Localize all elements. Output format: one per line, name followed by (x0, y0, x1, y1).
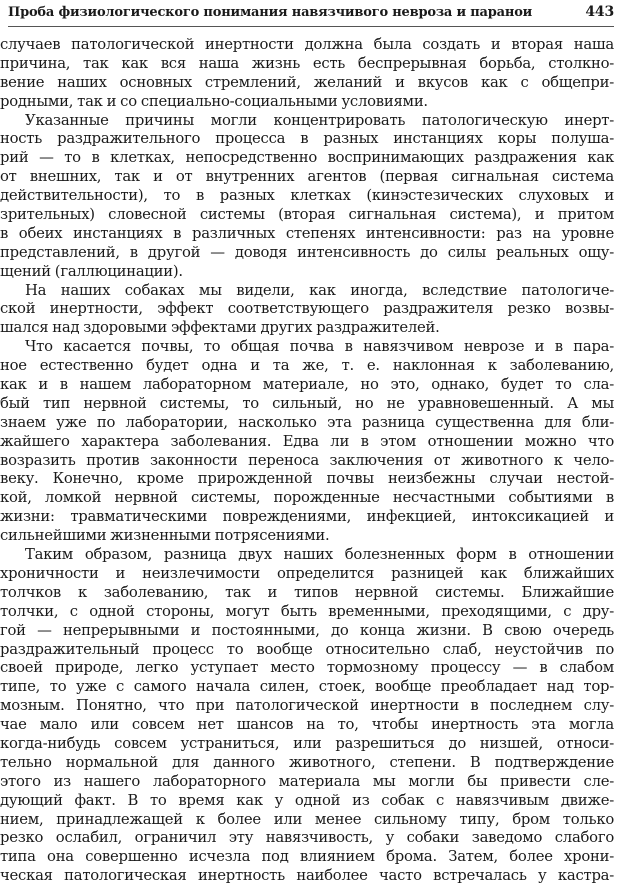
text-line: ской инертности, эффект соответствующего раздражителя резко возвы- (0, 300, 614, 318)
text-line: На наших собаках мы видели, как иногда, вследствие патологиче- (25, 281, 614, 299)
text-line: резко ослабил, ограничил эту навязчивость, у собаки заведомо слабого (0, 829, 614, 847)
text-line: Что касается почвы, то общая почва в навязчивом неврозе и в пара- (25, 338, 614, 356)
paragraph (0, 546, 614, 886)
text-line: ное естественно будет одна и та же, т. е. наклонная к заболеванию, (0, 357, 614, 375)
text-line: шался над здоровыми эффектами других раздражителей. (0, 319, 440, 337)
text-line: своей природе, легко уступает место тормозному процессу — в слабом (0, 659, 614, 677)
text-line: толчки, с одной стороны, могут быть временными, преходящими, с дру- (0, 602, 614, 620)
text-line: Таким образом, разница двух наших болезненных форм в отношении (25, 546, 614, 564)
text-line: типе, то уже с самого начала силен, стоек, вообще преобладает над тор- (0, 678, 614, 696)
text-line: бый тип нервной системы, то сильный, но не уравновешенный. А мы (0, 394, 614, 412)
text-line: гой — непрерывными и постоянными, до конца жизни. В свою очередь (0, 621, 614, 639)
text-line: вение наших основных стремлений, желаний и вкусов как с общепри- (0, 73, 614, 91)
text-line: действительности), то в разных клетках (кинэстезических слуховых и (0, 187, 614, 205)
text-line: нием, принадлежащей к более или менее сильному типу, бром только (0, 810, 614, 828)
text-line: Указанные причины могли концентрировать патологическую инерт- (25, 111, 614, 129)
paragraph (0, 338, 614, 546)
text-line: дующий факт. В то время как у одной из собак с навязчивым движе- (0, 791, 614, 809)
text-line: раздражительный процесс то вообще относительно слаб, неустойчив по (0, 640, 614, 658)
text-line: мозным. Понятно, что при патологической инертности в последнем слу- (0, 697, 614, 715)
text-line: жизни: травматическими повреждениями, инфекцией, интоксикацией и (0, 508, 614, 526)
paragraph (0, 282, 614, 339)
text-line: причина, так как вся наша жизнь есть беспрерывная борьба, столкно- (0, 54, 614, 72)
running-header (8, 4, 614, 27)
page-number: 443 (585, 4, 614, 20)
text-line: от внешних, так и от внутренних агентов (первая сигнальная система (0, 168, 614, 186)
text-line: представлений, в другой — доводя интенсивность до силы реальных ощу- (0, 243, 614, 261)
running-title: Проба физиологического понимания навязчивого невроза и паранои (8, 5, 533, 20)
text-line: толчков к заболеванию, так и типов нервной системы. Ближайшие (0, 583, 614, 601)
text-line: зрительных) словесной системы (вторая сигнальная система), и притом (0, 206, 614, 224)
text-line: знаем уже по лаборатории, насколько эта разница существенна для бли- (0, 413, 614, 431)
text-line: хроничности и неизлечимости определится разницей как ближайших (0, 564, 614, 582)
text-line: тельно нормальной для данного животного, степени. В подтверждение (0, 753, 614, 771)
text-line: жайшего характера заболевания. Едва ли в этом отношении можно что (0, 432, 614, 450)
text-line: ность раздражительного процесса в разных инстанциях коры полуша- (0, 130, 614, 148)
text-line: чае мало или совсем нет шансов на то, чтобы инертность эта могла (0, 716, 614, 734)
text-line: родными, так и со специально-социальными условиями. (0, 92, 428, 110)
text-line: кой, ломкой нервной системы, порожденные несчастными событиями в (0, 489, 614, 507)
text-line: рий — то в клетках, непосредственно воспринимающих раздражения как (0, 149, 614, 167)
body-text (0, 36, 614, 886)
paragraph (0, 36, 614, 112)
text-line: щений (галлюцинации). (0, 262, 183, 280)
text-line: веку. Конечно, кроме прирожденной почвы неизбежны случаи нестой- (0, 470, 614, 488)
text-line: типа она совершенно исчезла под влиянием брома. Затем, более хрони- (0, 848, 614, 866)
text-line: сильнейшими жизненными потрясениями. (0, 527, 330, 545)
paragraph (0, 112, 614, 282)
text-line: в обеих инстанциях в различных степенях интенсивности: раз на уровне (0, 224, 614, 242)
text-line: случаев патологической инертности должна была создать и вторая наша (0, 36, 614, 53)
text-line: когда-нибудь совсем устраниться, или разрешиться до низшей, относи- (0, 734, 614, 752)
text-line: этого из нашего лабораторного материала мы могли бы привести сле- (0, 772, 614, 790)
text-line: возразить против законности переноса заключения от животного к чело- (0, 451, 614, 469)
text-line: как и в нашем лабораторном материале, но это, однако, будет то сла- (0, 376, 614, 394)
text-line: ческая патологическая инертность наиболее часто встречалась у кастра- (0, 867, 614, 885)
